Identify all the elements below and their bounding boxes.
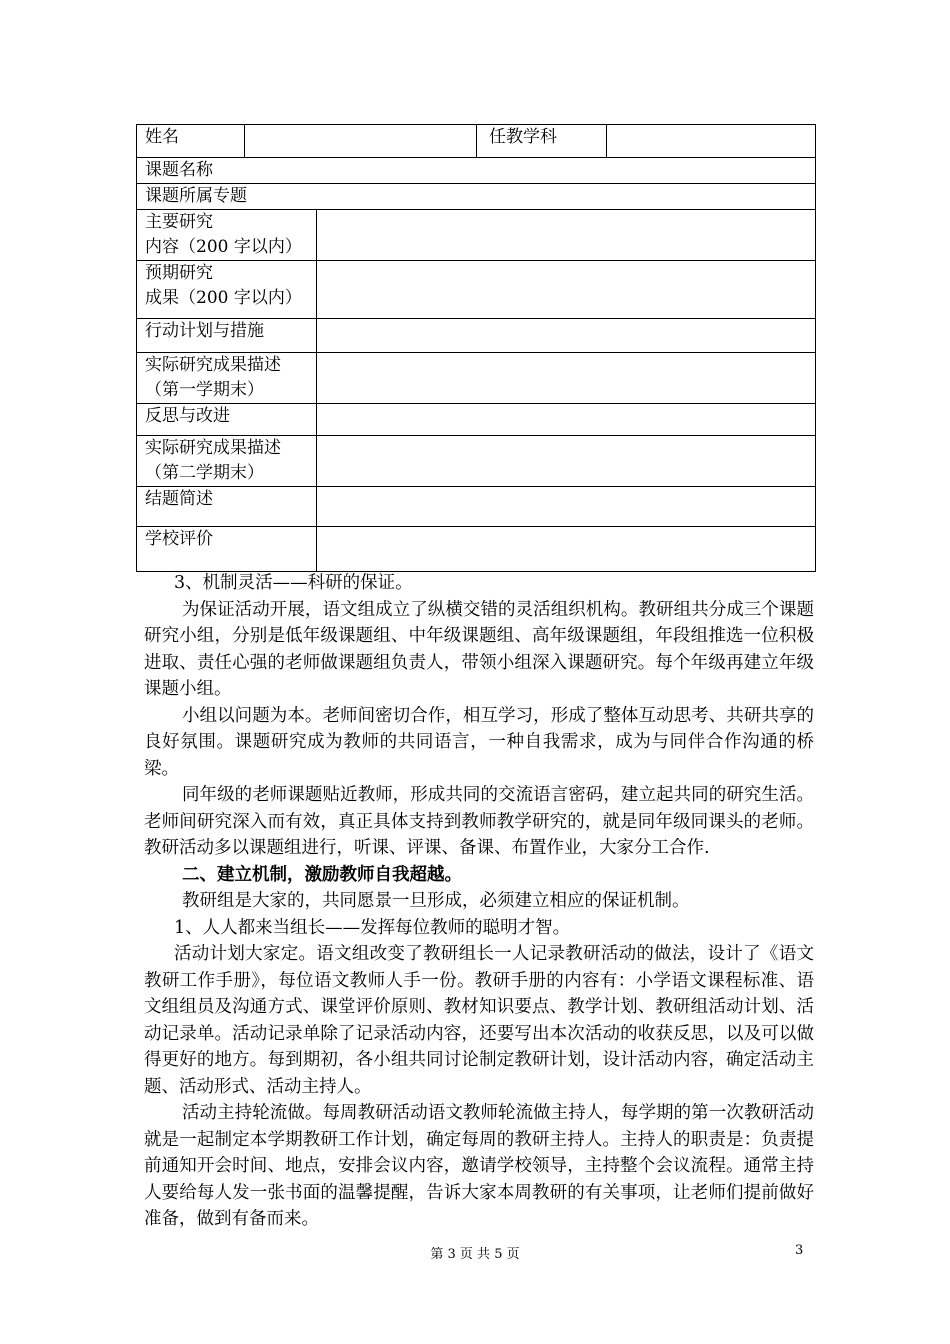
- name-label: 姓名: [137, 125, 245, 158]
- actual1-value-cell: [317, 353, 816, 404]
- expected-label-line1: 预期研究: [145, 263, 213, 283]
- topic-special-label: 课题所属专题: [137, 184, 816, 210]
- main-content-label-line1: 主要研究: [145, 212, 213, 232]
- paragraph-group-problem: 小组以问题为本。老师间密切合作，相互学习，形成了整体互动思考、共研共享的良好氛围。课题研究成为教师的共同语言，一种自我需求，成为与同伴合作沟通的桥梁。: [144, 705, 814, 779]
- main-content-label-line2: 内容（200 字以内）: [145, 237, 302, 257]
- paragraph-everyone-leader: 1、人人都来当组长——发挥每位教师的聪明才智。: [174, 917, 571, 938]
- reflect-value-cell: [317, 404, 816, 436]
- page-info: 第 3 页 共 5 页: [430, 1247, 520, 1262]
- form-row-expected: [137, 261, 816, 319]
- section-heading-mechanism: 二、建立机制，激励教师自我超越。: [182, 864, 462, 885]
- form-row-reflect: [137, 404, 816, 436]
- form-row-conclusion: [137, 487, 816, 527]
- form-row-action: [137, 319, 816, 353]
- actual1-label: [137, 353, 317, 404]
- actual1-label-line1: 实际研究成果描述: [145, 355, 281, 375]
- action-value-cell: [317, 319, 816, 353]
- conclusion-label: 结题简述: [137, 487, 317, 527]
- conclusion-value-cell: [317, 487, 816, 527]
- paragraph-mechanism-heading: 3、机制灵活——科研的保证。: [174, 573, 413, 593]
- expected-label-line2: 成果（200 字以内）: [145, 288, 302, 308]
- actual2-value-cell: [317, 436, 816, 487]
- reflect-label: 反思与改进: [137, 404, 317, 436]
- form-row-eval: [137, 527, 816, 572]
- actual1-label-line2: （第一学期末）: [145, 380, 264, 400]
- name-value-cell: [245, 125, 477, 158]
- paragraph-activity-plan: 活动计划大家定。语文组改变了教研组长一人记录教研活动的做法，设计了《语文教研工作手册》，每位语文教师人手一份。教研手册的内容有：小学语文课程标准、语文组组员及沟通方式、课堂评价原则、教材知识要点、教学计划、教研组活动计划、活动记录单。活动记录单除了记录活动内容，还要写出本次活动的收获反思，以及可以做得更好的地方。每到期初，各小组共同讨论制定教研计划，设计活动内容，确定活动主题、活动形式、活动主持人。: [144, 944, 814, 1097]
- eval-label: 学校评价: [137, 527, 317, 572]
- paragraph-shared-vision: 教研组是大家的，共同愿景一旦形成，必须建立相应的保证机制。: [182, 891, 690, 911]
- research-form-table: [136, 124, 816, 572]
- actual2-label-line2: （第二学期末）: [145, 463, 264, 483]
- main-content-value-cell: [317, 210, 816, 261]
- form-row-actual1: [137, 353, 816, 404]
- body-text: [144, 570, 814, 1233]
- form-row-name: [137, 125, 816, 158]
- eval-value-cell: [317, 527, 816, 572]
- subject-value-cell: [607, 125, 816, 158]
- form-row-actual2: [137, 436, 816, 487]
- paragraph-organization: 为保证活动开展，语文组成立了纵横交错的灵活组织机构。教研组共分成三个课题研究小组，分别是低年级课题组、中年级课题组、高年级课题组，年段组推选一位积极进取、责任心强的老师做课题组负责人，带领小组深入课题研究。每个年级再建立年级课题小组。: [144, 599, 814, 699]
- form-row-topic: [137, 158, 816, 184]
- subject-label: 任教学科: [477, 125, 607, 158]
- topic-label: 课题名称: [137, 158, 816, 184]
- action-label: 行动计划与措施: [137, 319, 317, 353]
- paragraph-same-grade: 同年级的老师课题贴近教师，形成共同的交流语言密码，建立起共同的研究生活。老师间研究深入而有效，真正具体支持到教师教学研究的，就是同年级同课头的老师。教研活动多以课题组进行，听课、评课、备课、布置作业，大家分工合作.: [144, 785, 814, 858]
- expected-value-cell: [317, 261, 816, 319]
- page-number: 3: [795, 1243, 804, 1258]
- main-content-label: [137, 210, 317, 261]
- actual2-label: [137, 436, 317, 487]
- paragraph-rotating-host: 活动主持轮流做。每周教研活动语文教师轮流做主持人，每学期的第一次教研活动就是一起制定本学期教研工作计划，确定每周的教研主持人。主持人的职责是：负责提前通知开会时间、地点，安排会议内容，邀请学校领导，主持整个会议流程。通常主持人要给每人发一张书面的温馨提醒，告诉大家本周教研的有关事项，让老师们提前做好准备，做到有备而来。: [144, 1103, 814, 1229]
- expected-label: [137, 261, 317, 319]
- form-row-topic-special: [137, 184, 816, 210]
- form-row-main-content: [137, 210, 816, 261]
- actual2-label-line1: 实际研究成果描述: [145, 438, 281, 458]
